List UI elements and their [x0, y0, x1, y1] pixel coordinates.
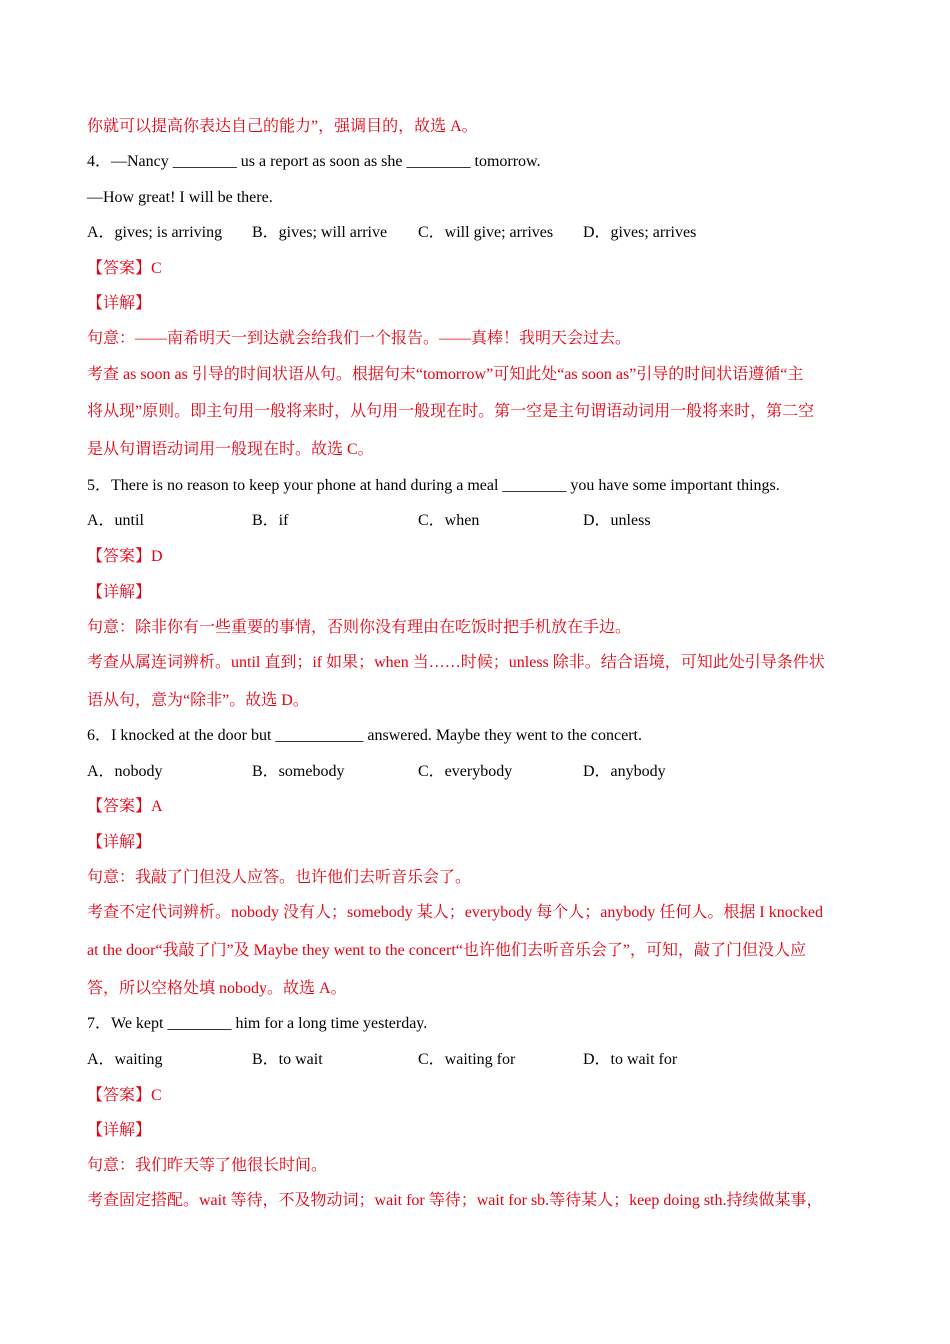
option-c: C．when: [418, 512, 480, 529]
question-reply: —How great! I will be there.: [87, 189, 273, 206]
option-d: D．anybody: [583, 763, 666, 780]
question-stem: 5．There is no reason to keep your phone at hand during a meal ________ you have some important things.: [87, 477, 780, 494]
option-d: D．gives; arrives: [583, 224, 697, 241]
sentence-meaning: 句意：我敲了门但没人应答。也许他们去听音乐会了。: [87, 869, 472, 886]
detail-label: 【详解】: [87, 834, 152, 851]
option-b: B．gives; will arrive: [252, 224, 388, 241]
option-a: A．gives; is arriving: [87, 224, 223, 241]
sentence-meaning: 句意：我们昨天等了他很长时间。: [87, 1157, 328, 1174]
option-d: D．to wait for: [583, 1051, 678, 1068]
option-c: C．everybody: [418, 763, 513, 780]
answer-label: 【答案】C: [87, 260, 162, 277]
option-c: C．will give; arrives: [418, 224, 554, 241]
option-b: B．to wait: [252, 1051, 323, 1068]
analysis-line: 考查 as soon as 引导的时间状语从句。根据句末“tomorrow”可知此处“as soon as”引导的时间状语遵循“主: [87, 366, 804, 383]
option-a: A．waiting: [87, 1051, 163, 1068]
analysis-line: 考查固定搭配。wait 等待，不及物动词；wait for 等待；wait for sb.等待某人；keep doing sth.持续做某事，: [87, 1192, 823, 1209]
option-b: B．if: [252, 512, 289, 529]
sentence-meaning: 句意：除非你有一些重要的事情，否则你没有理由在吃饭时把手机放在手边。: [87, 619, 632, 636]
option-a: A．nobody: [87, 763, 163, 780]
detail-label: 【详解】: [87, 295, 152, 312]
question-stem: 4．—Nancy ________ us a report as soon as she ________ tomorrow.: [87, 153, 541, 170]
q3-explanation-tail: 你就可以提高你表达自己的能力”，强调目的，故选 A。: [87, 118, 478, 135]
analysis-line: 答，所以空格处填 nobody。故选 A。: [87, 980, 347, 997]
detail-label: 【详解】: [87, 1122, 152, 1139]
analysis-line: at the door“我敲了门”及 Maybe they went to the concert“也许他们去听音乐会了”，可知，敲了门但没人应: [87, 942, 806, 959]
answer-label: 【答案】A: [87, 798, 163, 815]
option-d: D．unless: [583, 512, 651, 529]
analysis-line: 语从句，意为“除非”。故选 D。: [87, 692, 309, 709]
option-b: B．somebody: [252, 763, 345, 780]
option-a: A．until: [87, 512, 144, 529]
analysis-line: 是从句谓语动词用一般现在时。故选 C。: [87, 441, 374, 458]
sentence-meaning: 句意：——南希明天一到达就会给我们一个报告。——真棒！我明天会过去。: [87, 330, 632, 347]
option-c: C．waiting for: [418, 1051, 516, 1068]
analysis-line: 考查从属连词辨析。until 直到；if 如果；when 当……时候；unless 除非。结合语境，可知此处引导条件状: [87, 654, 825, 671]
question-stem: 7．We kept ________ him for a long time yesterday.: [87, 1015, 428, 1032]
answer-label: 【答案】D: [87, 548, 163, 565]
analysis-line: 考查不定代词辨析。nobody 没有人；somebody 某人；everybody 每个人；anybody 任何人。根据 I knocked: [87, 904, 823, 921]
detail-label: 【详解】: [87, 584, 152, 601]
analysis-line: 将从现”原则。即主句用一般将来时，从句用一般现在时。第一空是主句谓语动词用一般将来时，第二空: [87, 403, 815, 420]
answer-label: 【答案】C: [87, 1087, 162, 1104]
question-stem: 6．I knocked at the door but ___________ answered. Maybe they went to the concert.: [87, 727, 642, 744]
